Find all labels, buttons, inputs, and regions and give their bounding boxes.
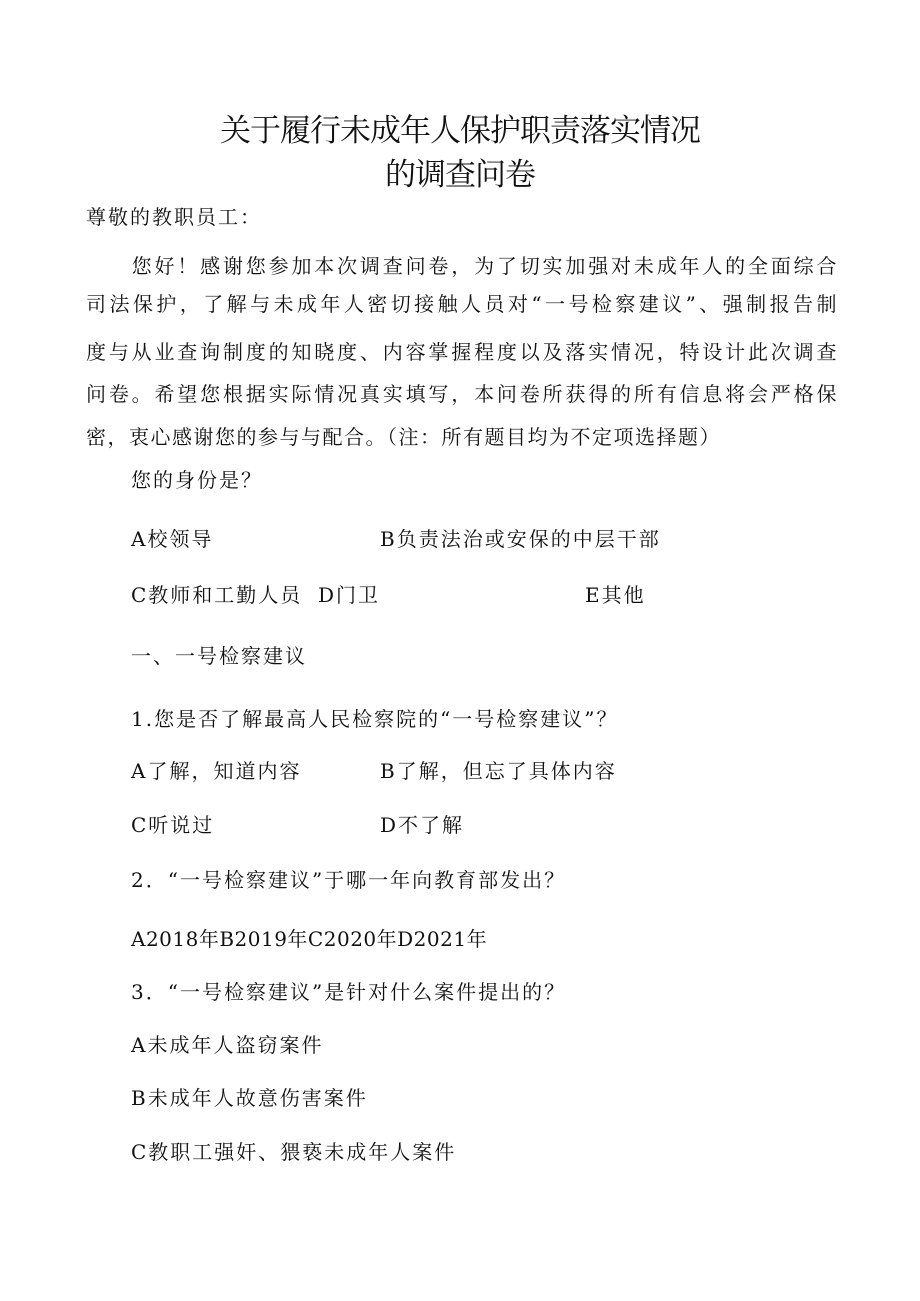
identity-option-d: D门卫 bbox=[318, 583, 381, 607]
q1-question: 1.您是否了解最高人民检察院的“一号检察建议”？ bbox=[131, 707, 619, 731]
identity-option-e: E其他 bbox=[585, 583, 646, 607]
identity-option-a: A校领导 bbox=[131, 527, 214, 551]
intro-line-1: 您好！感谢您参加本次调查问卷，为了切实加强对未成年人的全面综合 bbox=[86, 254, 838, 278]
intro-line-5: 密，衷心感谢您的参与与配合。（注：所有题目均为不定项选择题） bbox=[86, 425, 721, 449]
intro-line-2: 司法保护，了解与未成年人密切接触人员对“一号检察建议”、强制报告制 bbox=[86, 292, 838, 316]
q3-option-c: C教职工强奸、猥亵未成年人案件 bbox=[131, 1140, 457, 1164]
section-heading: 一、一号检察建议 bbox=[131, 644, 307, 668]
identity-question: 您的身份是？ bbox=[131, 468, 263, 492]
q1-option-a: A了解，知道内容 bbox=[131, 759, 302, 783]
q1-option-d: D不了解 bbox=[380, 813, 465, 837]
q1-option-b: B了解，但忘了具体内容 bbox=[380, 759, 617, 783]
identity-option-c: C教师和工勤人员 bbox=[131, 583, 303, 607]
q3-option-b: B未成年人故意伤害案件 bbox=[131, 1086, 368, 1110]
q1-option-c: C听说过 bbox=[131, 813, 215, 837]
q2-question: 2．“一号检察建议”于哪一年向教育部发出？ bbox=[131, 868, 567, 892]
identity-option-b: B负责法治或安保的中层干部 bbox=[380, 527, 661, 551]
document-title-line-1: 关于履行未成年人保护职责落实情况 bbox=[220, 113, 700, 149]
q3-question: 3．“一号检察建议”是针对什么案件提出的？ bbox=[131, 980, 567, 1004]
q3-option-a: A未成年人盗窃案件 bbox=[131, 1033, 324, 1057]
intro-line-3: 度与从业查询制度的知晓度、内容掌握程度以及落实情况，特设计此次调查 bbox=[86, 340, 838, 364]
document-title-line-2: 的调查问卷 bbox=[385, 157, 535, 193]
q2-options: A2018年B2019年C2020年D2021年 bbox=[131, 927, 488, 951]
greeting: 尊敬的教职员工： bbox=[86, 205, 262, 229]
intro-line-4: 问卷。希望您根据实际情况真实填写，本问卷所获得的所有信息将会严格保 bbox=[86, 382, 838, 406]
